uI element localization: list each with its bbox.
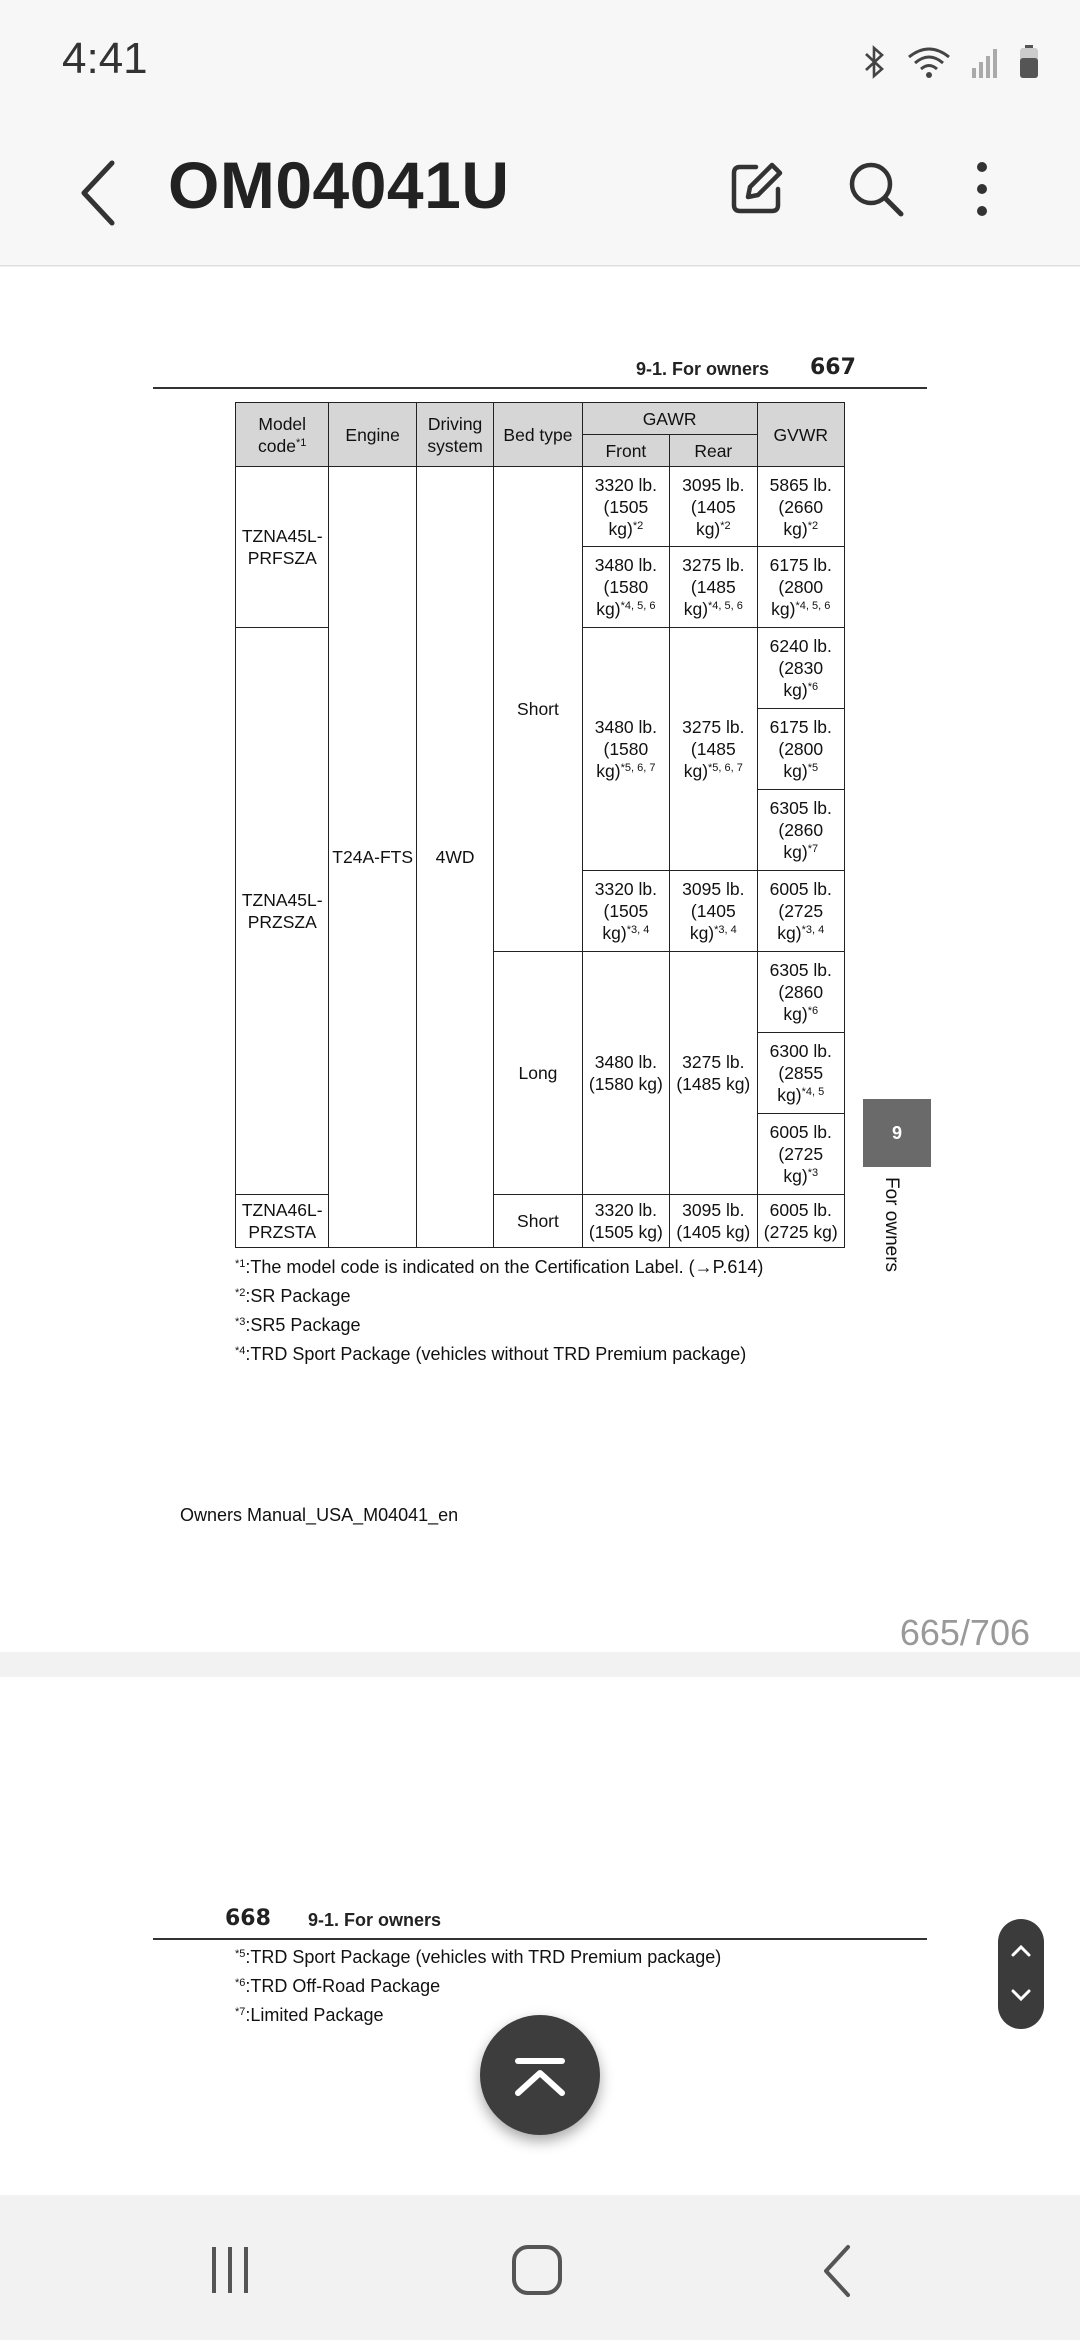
footnote: $^{*6}$:TRD Off-Road Package [235, 1976, 441, 1996]
header-gvwr: GVWR [757, 403, 844, 467]
gvwr-cell: 6005 lb. (2725 kg) [757, 1195, 844, 1248]
home-button[interactable] [508, 2243, 568, 2299]
back-button[interactable] [70, 153, 130, 233]
rear-cell: 3095 lb. (1405 kg)$^{*3, 4}$ [670, 871, 757, 952]
front-cell: 3320 lb. (1505 kg) [582, 1195, 669, 1248]
gvwr-cell: 6240 lb. (2830 kg)$^{*6}$ [757, 628, 844, 709]
home-icon [508, 2243, 568, 2299]
system-navigation-bar [0, 2195, 1080, 2340]
status-bar [0, 0, 1080, 125]
chevron-up-icon [998, 1931, 1044, 1971]
search-icon [846, 159, 906, 219]
bed-type-cell: Short [494, 467, 582, 952]
gvwr-cell: 5865 lb. (2660 kg)$^{*2}$ [757, 467, 844, 547]
scroll-to-top-icon [480, 2015, 600, 2135]
page-number: 667 [810, 355, 856, 380]
nav-back-icon [818, 2243, 858, 2299]
gvwr-cell: 6175 lb. (2800 kg)$^{*4, 5, 6}$ [757, 547, 844, 628]
header-driving-system: Driving system [416, 403, 493, 467]
header-rear: Rear [670, 435, 757, 467]
header-gawr: GAWR [582, 403, 757, 435]
gvwr-cell: 6005 lb. (2725 kg)$^{*3}$ [757, 1114, 844, 1195]
rear-cell: 3095 lb. (1405 kg) [670, 1195, 757, 1248]
front-cell: 3480 lb. (1580 kg)$^{*4, 5, 6}$ [582, 547, 669, 628]
page-number: 668 [225, 1906, 271, 1931]
back-arrow-icon [70, 153, 130, 233]
engine-cell: T24A-FTS [329, 467, 416, 1248]
model-code-cell: TZNA46L-PRZSTA [236, 1195, 329, 1248]
header-rule [153, 387, 927, 389]
more-options-button[interactable] [942, 149, 1022, 229]
fast-scroll-handle[interactable] [998, 1919, 1044, 2029]
gvwr-cell: 6175 lb. (2800 kg)$^{*5}$ [757, 709, 844, 790]
gvwr-cell: 6305 lb. (2860 kg)$^{*6}$ [757, 952, 844, 1033]
front-cell: 3320 lb. (1505 kg)$^{*3, 4}$ [582, 871, 669, 952]
recents-button[interactable] [200, 2245, 260, 2295]
document-footer: Owners Manual_USA_M04041_en [180, 1505, 459, 1525]
rear-cell: 3095 lb. (1405 kg)$^{*2}$ [670, 467, 757, 547]
chevron-down-icon [998, 1975, 1044, 2015]
edit-icon [726, 159, 786, 219]
more-vert-icon [972, 159, 992, 219]
header-model-code: Model code$^{*1}$ [236, 403, 329, 467]
wifi-icon [906, 44, 952, 80]
status-icons [862, 42, 1040, 82]
header-rule [153, 1938, 927, 1940]
bed-type-cell: Long [494, 952, 582, 1195]
footnote: $^{*2}$:SR Package [235, 1286, 351, 1306]
front-cell: 3480 lb. (1580 kg)$^{*5, 6, 7}$ [582, 628, 669, 871]
search-button[interactable] [836, 149, 916, 229]
scroll-to-top-button[interactable] [480, 2015, 600, 2135]
gvwr-cell: 6305 lb. (2860 kg)$^{*7}$ [757, 790, 844, 871]
page-counter: 665/706 [899, 1612, 1030, 1653]
document-title: OM04041U [168, 148, 510, 222]
bed-type-cell: Short [494, 1195, 582, 1248]
footnote: $^{*7}$:Limited Package [235, 2005, 384, 2025]
gvwr-cell: 6300 lb. (2855 kg)$^{*4, 5}$ [757, 1033, 844, 1114]
chapter-tab-number: 9 [863, 1099, 931, 1167]
recents-icon [200, 2245, 260, 2295]
model-code-cell: TZNA45L-PRZSZA [236, 628, 329, 1195]
gvwr-cell: 6005 lb. (2725 kg)$^{*3, 4}$ [757, 871, 844, 952]
app-bar [0, 125, 1080, 266]
section-header: 9-1. For owners [636, 359, 770, 379]
model-code-cell: TZNA45L-PRFSZA [236, 467, 329, 628]
rear-cell: 3275 lb. (1485 kg)$^{*4, 5, 6}$ [670, 547, 757, 628]
header-front: Front [582, 435, 669, 467]
section-header: 9-1. For owners [308, 1910, 442, 1930]
status-time: 4:41 [62, 34, 148, 83]
edit-button[interactable] [716, 149, 796, 229]
driving-system-cell: 4WD [416, 467, 493, 1248]
specifications-table [235, 402, 845, 1248]
header-bed-type: Bed type [494, 403, 582, 467]
footnote: $^{*1}$:The model code is indicated on the Certification Label. (→P.614) [235, 1257, 764, 1277]
document-page [0, 267, 1080, 1652]
nav-back-button[interactable] [818, 2243, 858, 2299]
rear-cell: 3275 lb. (1485 kg) [670, 952, 757, 1195]
front-cell: 3480 lb. (1580 kg) [582, 952, 669, 1195]
footnote: $^{*5}$:TRD Sport Package (vehicles with TRD Premium package) [235, 1947, 722, 1967]
rear-cell: 3275 lb. (1485 kg)$^{*5, 6, 7}$ [670, 628, 757, 871]
signal-icon [970, 44, 1000, 80]
footnote: $^{*4}$:TRD Sport Package (vehicles without TRD Premium package) [235, 1344, 747, 1364]
front-cell: 3320 lb. (1505 kg)$^{*2}$ [582, 467, 669, 547]
footnote: $^{*3}$:SR5 Package [235, 1315, 361, 1335]
chapter-tab-label: For owners [881, 1177, 902, 1273]
bluetooth-icon [862, 44, 888, 80]
battery-icon [1018, 44, 1040, 80]
header-engine: Engine [329, 403, 416, 467]
